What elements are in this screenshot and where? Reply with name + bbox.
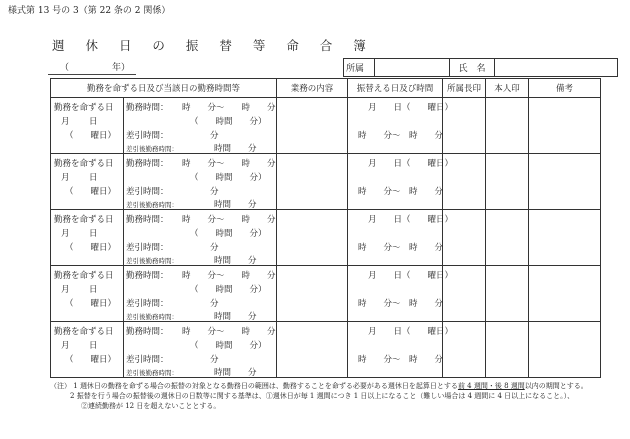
work-content-cell[interactable] — [277, 210, 348, 266]
day-label: 日 — [89, 285, 98, 295]
diff-label: 差引時間： — [126, 355, 169, 365]
diff-unit: 分 — [210, 355, 219, 365]
column-header-dept-head-seal: 所属長印 — [443, 79, 486, 98]
note-mark: （注） — [50, 382, 71, 390]
diff-unit: 分 — [210, 243, 219, 253]
year-label: 年） — [112, 63, 131, 73]
column-header-remarks: 備考 — [529, 79, 601, 98]
swap-time-line: 時 分～ 時 分 — [358, 131, 444, 141]
day-label: 日 — [89, 117, 98, 127]
swap-time-line: 時 分～ 時 分 — [358, 187, 444, 197]
swap-date-line: 月 日（ 曜日） — [368, 215, 454, 225]
hours-value: 時 分～ 時 分 — [182, 215, 276, 225]
column-header-own-seal: 本人印 — [486, 79, 529, 98]
post-diff-label: 差引後勤務時間： — [126, 369, 178, 377]
month-label: 月 — [61, 341, 70, 351]
swap-date-cell[interactable] — [348, 154, 454, 210]
hours-total: （ 時間 分） — [190, 285, 267, 295]
month-label: 月 — [61, 285, 70, 295]
swap-date-cell[interactable] — [348, 266, 454, 322]
hours-total: （ 時間 分） — [190, 173, 267, 183]
form-number: 様式第 13 号の 3（第 22 条の 2 関係） — [8, 6, 171, 16]
name-label: 氏 名 — [450, 59, 495, 77]
work-content-cell[interactable] — [277, 154, 348, 210]
swap-date-line: 月 日（ 曜日） — [368, 271, 454, 281]
note-1 — [50, 381, 588, 391]
year-underline — [48, 74, 136, 75]
diff-label: 差引時間： — [126, 243, 169, 253]
work-content-cell[interactable] — [277, 322, 348, 378]
diff-label: 差引時間： — [126, 187, 169, 197]
work-day-label: 勤務を命ずる日 — [54, 103, 114, 113]
year-open-paren: （ — [60, 63, 70, 73]
post-diff-value: 時間 分 — [214, 144, 257, 154]
notes — [50, 381, 588, 411]
hours-total: （ 時間 分） — [190, 117, 267, 127]
work-day-label: 勤務を命ずる日 — [54, 271, 114, 281]
swap-date-cell[interactable] — [348, 322, 454, 378]
name-field[interactable] — [495, 59, 618, 77]
post-diff-value: 時間 分 — [214, 200, 257, 210]
swap-date-cell[interactable] — [348, 98, 454, 154]
remarks-cell[interactable] — [529, 98, 601, 154]
diff-unit: 分 — [210, 299, 219, 309]
dept-head-seal-cell[interactable] — [443, 266, 486, 322]
remarks-cell[interactable] — [529, 154, 601, 210]
hours-label: 勤務時間： — [126, 103, 169, 113]
note-2-continued: ②連続勤務が 12 日を超えないこととする。 — [81, 402, 221, 410]
hours-value: 時 分～ 時 分 — [182, 271, 276, 281]
weekday-label: （ 曜日） — [65, 299, 117, 309]
post-diff-value: 時間 分 — [214, 368, 257, 378]
diff-unit: 分 — [210, 187, 219, 197]
hours-cell[interactable] — [124, 98, 277, 154]
dept-head-seal-cell[interactable] — [443, 154, 486, 210]
hours-value: 時 分～ 時 分 — [182, 103, 276, 113]
diff-unit: 分 — [210, 131, 219, 141]
remarks-cell[interactable] — [529, 210, 601, 266]
remarks-cell[interactable] — [529, 266, 601, 322]
swap-time-line: 時 分～ 時 分 — [358, 299, 444, 309]
post-diff-value: 時間 分 — [214, 312, 257, 322]
note-2-number: 2 — [70, 392, 75, 400]
hours-total: （ 時間 分） — [190, 341, 267, 351]
weekday-label: （ 曜日） — [65, 355, 117, 365]
table-row — [51, 210, 601, 266]
swap-date-line: 月 日（ 曜日） — [368, 103, 454, 113]
hours-label: 勤務時間： — [126, 271, 169, 281]
note-2 — [50, 391, 588, 401]
own-seal-cell[interactable] — [486, 322, 529, 378]
table-row — [51, 154, 601, 210]
work-content-cell[interactable] — [277, 98, 348, 154]
day-label: 日 — [89, 229, 98, 239]
swap-date-line: 月 日（ 曜日） — [368, 327, 454, 337]
hours-label: 勤務時間： — [126, 327, 169, 337]
hours-label: 勤務時間： — [126, 159, 169, 169]
day-label: 日 — [89, 341, 98, 351]
month-label: 月 — [61, 229, 70, 239]
day-label: 日 — [89, 173, 98, 183]
own-seal-cell[interactable] — [486, 98, 529, 154]
work-content-cell[interactable] — [277, 266, 348, 322]
swap-date-line: 月 日（ 曜日） — [368, 159, 454, 169]
hours-cell[interactable] — [124, 154, 277, 210]
work-day-cell[interactable] — [51, 98, 124, 154]
hours-value: 時 分～ 時 分 — [182, 327, 276, 337]
note-1-number: 1 — [73, 382, 78, 390]
work-day-cell[interactable] — [51, 154, 124, 210]
hours-value: 時 分～ 時 分 — [182, 159, 276, 169]
swap-time-line: 時 分～ 時 分 — [358, 355, 444, 365]
work-day-label: 勤務を命ずる日 — [54, 159, 114, 169]
post-diff-label: 差引後勤務時間： — [126, 313, 178, 321]
hours-cell[interactable] — [124, 266, 277, 322]
weekday-label: （ 曜日） — [65, 187, 117, 197]
table-row — [51, 266, 601, 322]
diff-label: 差引時間： — [126, 299, 169, 309]
own-seal-cell[interactable] — [486, 266, 529, 322]
table-row — [51, 98, 601, 154]
note-1-underlined: 前 4 週間・後 8 週間 — [457, 382, 525, 390]
hours-cell[interactable] — [124, 322, 277, 378]
post-diff-label: 差引後勤務時間： — [126, 145, 178, 153]
weekday-label: （ 曜日） — [65, 243, 117, 253]
post-diff-label: 差引後勤務時間： — [126, 201, 178, 209]
hours-cell[interactable] — [124, 210, 277, 266]
work-day-cell[interactable] — [51, 322, 124, 378]
weekday-label: （ 曜日） — [65, 131, 117, 141]
column-header-date-hours: 勤務を命ずる日及び当該日の勤務時間等 — [51, 79, 277, 98]
month-label: 月 — [61, 173, 70, 183]
own-seal-cell[interactable] — [486, 154, 529, 210]
swap-date-cell[interactable] — [348, 210, 454, 266]
hours-label: 勤務時間： — [126, 215, 169, 225]
diff-label: 差引時間： — [126, 131, 169, 141]
column-header-swap-date: 振替える日及び時間 — [348, 79, 443, 98]
work-day-cell[interactable] — [51, 266, 124, 322]
work-day-label: 勤務を命ずる日 — [54, 215, 114, 225]
note-1-text-end: 以内の期間とする。 — [524, 382, 588, 390]
header-info-table — [343, 58, 618, 77]
post-diff-value: 時間 分 — [214, 256, 257, 266]
work-day-label: 勤務を命ずる日 — [54, 327, 114, 337]
work-day-cell[interactable] — [51, 210, 124, 266]
page-title: 週 休 日 の 振 替 等 命 合 簿 — [52, 38, 375, 53]
own-seal-cell[interactable] — [486, 210, 529, 266]
remarks-cell[interactable] — [529, 322, 601, 378]
department-label: 所属 — [344, 59, 375, 77]
note-1-text: 週休日の勤務を命ずる場合の振替の対象となる勤務日の範囲は、勤務することを命ずる必要がある週休日を起算日とする — [79, 382, 458, 390]
hours-total: （ 時間 分） — [190, 229, 267, 239]
note-2-text: 振替を行う場合の振替後の週休日の日数等に関する基準は、①週休日が毎 1 週間につき 1 日以上になること（難しい場合は 4 週間に 4 日以上になること。）、 — [76, 392, 575, 400]
dept-head-seal-cell[interactable] — [443, 98, 486, 154]
dept-head-seal-cell[interactable] — [443, 322, 486, 378]
post-diff-label: 差引後勤務時間： — [126, 257, 178, 265]
schedule-table — [50, 78, 601, 378]
department-field[interactable] — [375, 59, 450, 77]
swap-time-line: 時 分～ 時 分 — [358, 243, 444, 253]
month-label: 月 — [61, 117, 70, 127]
dept-head-seal-cell[interactable] — [443, 210, 486, 266]
column-header-work-content: 業務の内容 — [277, 79, 348, 98]
table-row — [51, 322, 601, 378]
